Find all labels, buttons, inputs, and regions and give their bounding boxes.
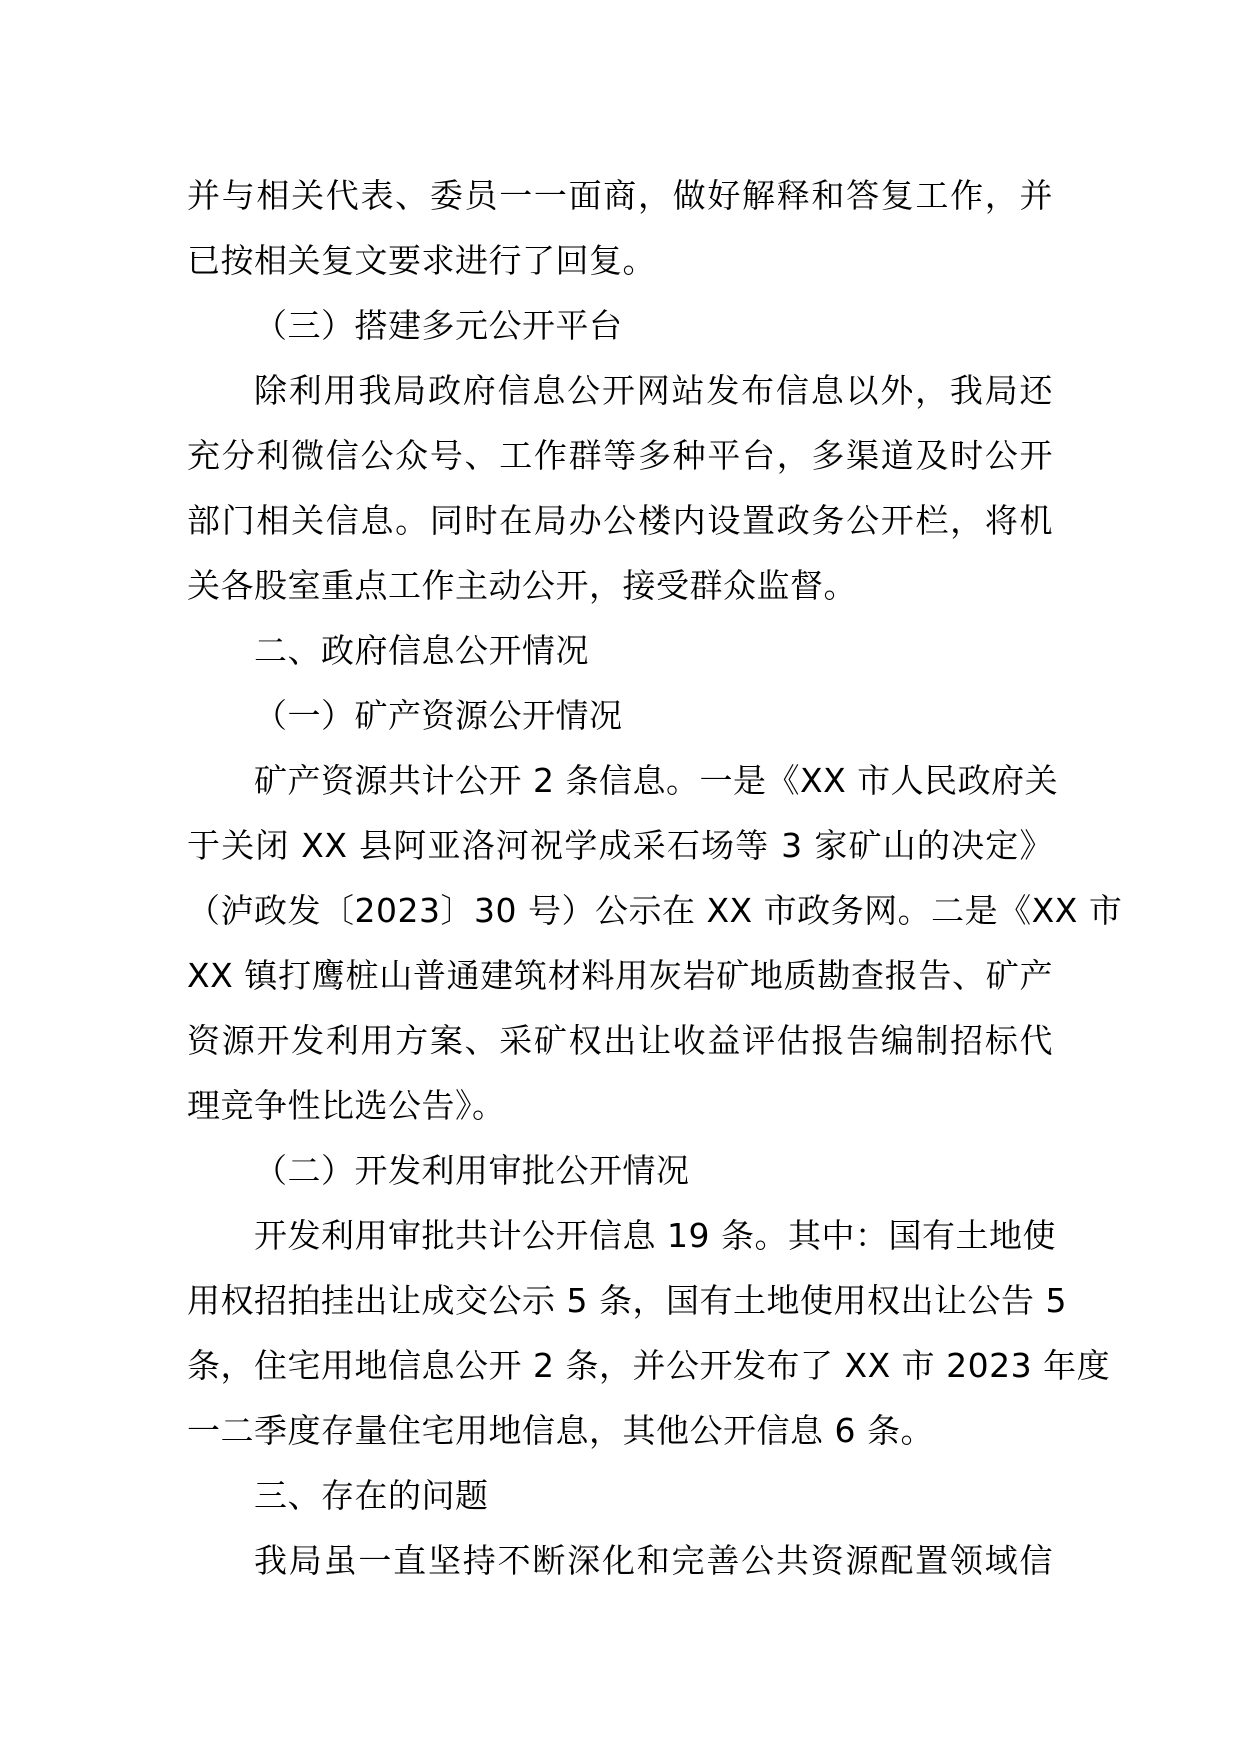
body-line: 资源开发利用方案、采矿权出让收益评估报告编制招标代 [187,1021,1053,1060]
body-line: （泸政发〔2023〕30 号）公示在 XX 市政务网。二是《XX 市 [187,891,1123,930]
body-line: 关各股室重点工作主动公开，接受群众监督。 [187,566,857,605]
section-heading: 二、政府信息公开情况 [254,631,589,670]
body-line: 部门相关信息。同时在局办公楼内设置政务公开栏，将机 [187,501,1053,540]
section-heading: （三）搭建多元公开平台 [254,306,623,345]
body-line: 条，住宅用地信息公开 2 条，并公开发布了 XX 市 2023 年度 [187,1346,1111,1385]
body-line: 用权招拍挂出让成交公示 5 条，国有土地使用权出让公告 5 [187,1281,1067,1320]
body-line: 我局虽一直坚持不断深化和完善公共资源配置领域信 [254,1541,1053,1580]
body-line: 并与相关代表、委员一一面商，做好解释和答复工作，并 [187,176,1053,215]
body-line: 开发利用审批共计公开信息 19 条。其中：国有土地使 [254,1216,1056,1255]
body-line: 充分利微信公众号、工作群等多种平台，多渠道及时公开 [187,436,1053,475]
section-heading: 三、存在的问题 [254,1476,489,1515]
body-line: 一二季度存量住宅用地信息，其他公开信息 6 条。 [187,1411,934,1450]
body-line: 于关闭 XX 县阿亚洛河祝学成采石场等 3 家矿山的决定》 [187,826,1053,865]
section-heading: （一）矿产资源公开情况 [254,696,623,735]
body-line: 矿产资源共计公开 2 条信息。一是《XX 市人民政府关 [254,761,1059,800]
document-body [187,163,1123,1593]
section-heading: （二）开发利用审批公开情况 [254,1151,690,1190]
body-line: 已按相关复文要求进行了回复。 [187,241,656,280]
body-line: 理竞争性比选公告》。 [187,1086,506,1125]
body-line: 除利用我局政府信息公开网站发布信息以外，我局还 [254,371,1053,410]
body-line: XX 镇打鹰桩山普通建筑材料用灰岩矿地质勘查报告、矿产 [187,956,1053,995]
